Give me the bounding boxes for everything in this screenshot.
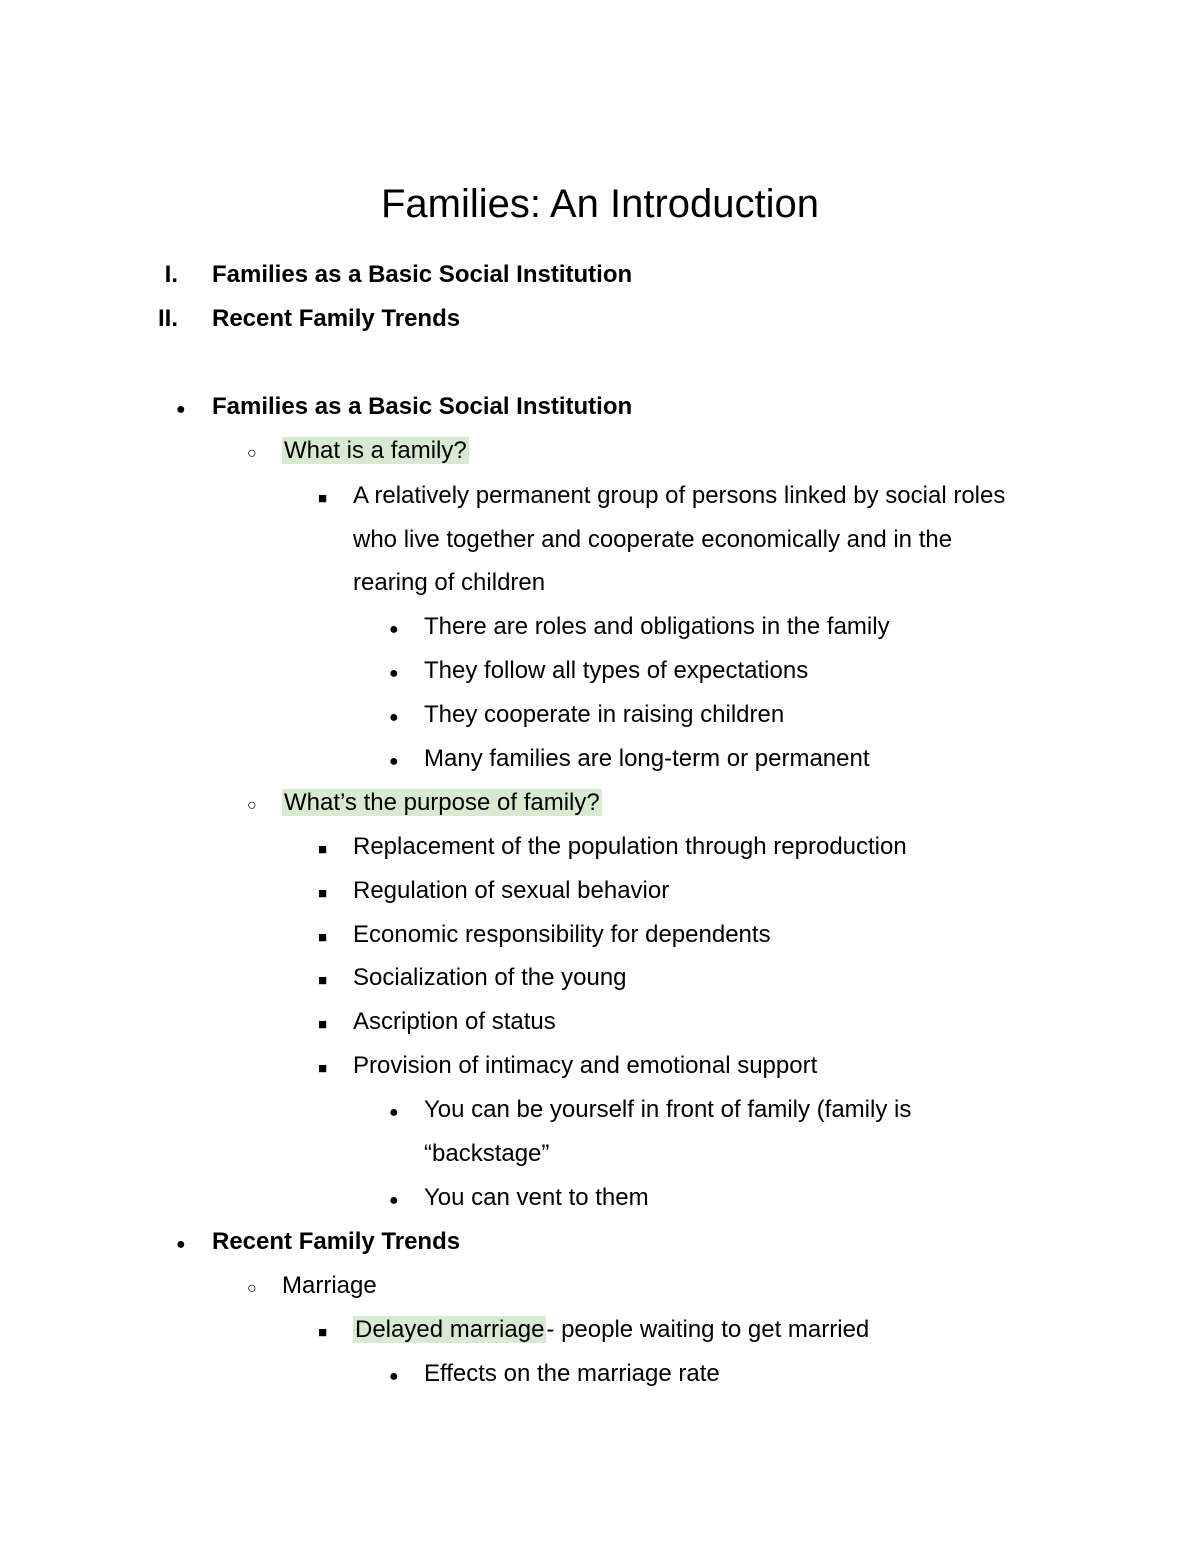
bullet-disc-icon	[389, 743, 399, 778]
bullet-disc-icon	[389, 1094, 399, 1129]
definition-line-1: A relatively permanent group of persons linked by social roles	[353, 482, 1006, 509]
definition-line-3: rearing of children	[353, 569, 546, 596]
list-item: You can be yourself in front of family (family is	[424, 1096, 912, 1123]
bullet-disc-icon	[389, 1358, 399, 1393]
list-item: You can vent to them	[424, 1184, 649, 1211]
bullet-circle-icon	[247, 787, 257, 822]
bullet-square-icon	[318, 1050, 327, 1085]
bullet-circle-icon	[247, 435, 257, 470]
bullet-disc-icon	[389, 611, 399, 646]
subheading-marriage: Marriage	[282, 1272, 377, 1299]
page-title: Families: An Introduction	[381, 182, 819, 226]
definition-line-2: who live together and cooperate economically and in the	[353, 526, 953, 553]
outline-numeral-2: II.	[157, 305, 178, 332]
delayed-marriage-item	[353, 1314, 869, 1346]
outline-item-2: Recent Family Trends	[212, 305, 461, 332]
bullet-square-icon	[318, 1006, 327, 1041]
bullet-disc-icon	[389, 699, 399, 734]
bullet-square-icon	[318, 875, 327, 910]
list-item: Many families are long-term or permanent	[424, 745, 870, 772]
question-what-is-family	[282, 435, 469, 467]
bullet-disc-icon	[389, 1182, 399, 1217]
section-heading-1: Families as a Basic Social Institution	[212, 393, 633, 420]
delayed-marriage-definition: - people waiting to get married	[546, 1316, 870, 1343]
bullet-square-icon	[318, 919, 327, 954]
list-item: Regulation of sexual behavior	[353, 877, 670, 904]
highlight: What is a family?	[284, 437, 467, 464]
list-item: Economic responsibility for dependents	[353, 921, 771, 948]
bullet-square-icon	[318, 480, 327, 515]
list-item: Ascription of status	[353, 1008, 556, 1035]
outline-numeral-1: I.	[164, 261, 178, 288]
list-item: Replacement of the population through reproduction	[353, 833, 907, 860]
bullet-disc-icon	[176, 391, 186, 426]
question-purpose-of-family	[282, 787, 602, 819]
list-item-continuation: “backstage”	[424, 1140, 550, 1167]
bullet-square-icon	[318, 831, 327, 866]
bullet-square-icon	[318, 962, 327, 997]
highlight: Delayed marriage	[355, 1316, 545, 1343]
outline-item-1: Families as a Basic Social Institution	[212, 261, 633, 288]
highlight: What’s the purpose of family?	[284, 789, 600, 816]
list-item: There are roles and obligations in the family	[424, 613, 890, 640]
list-item: Provision of intimacy and emotional support	[353, 1052, 818, 1079]
bullet-disc-icon	[389, 655, 399, 690]
list-item: They follow all types of expectations	[424, 657, 809, 684]
bullet-circle-icon	[247, 1270, 257, 1305]
list-item: Socialization of the young	[353, 964, 627, 991]
bullet-square-icon	[318, 1314, 327, 1349]
list-item: Effects on the marriage rate	[424, 1360, 720, 1387]
bullet-disc-icon	[176, 1226, 186, 1261]
section-heading-2: Recent Family Trends	[212, 1228, 461, 1255]
list-item: They cooperate in raising children	[424, 701, 785, 728]
